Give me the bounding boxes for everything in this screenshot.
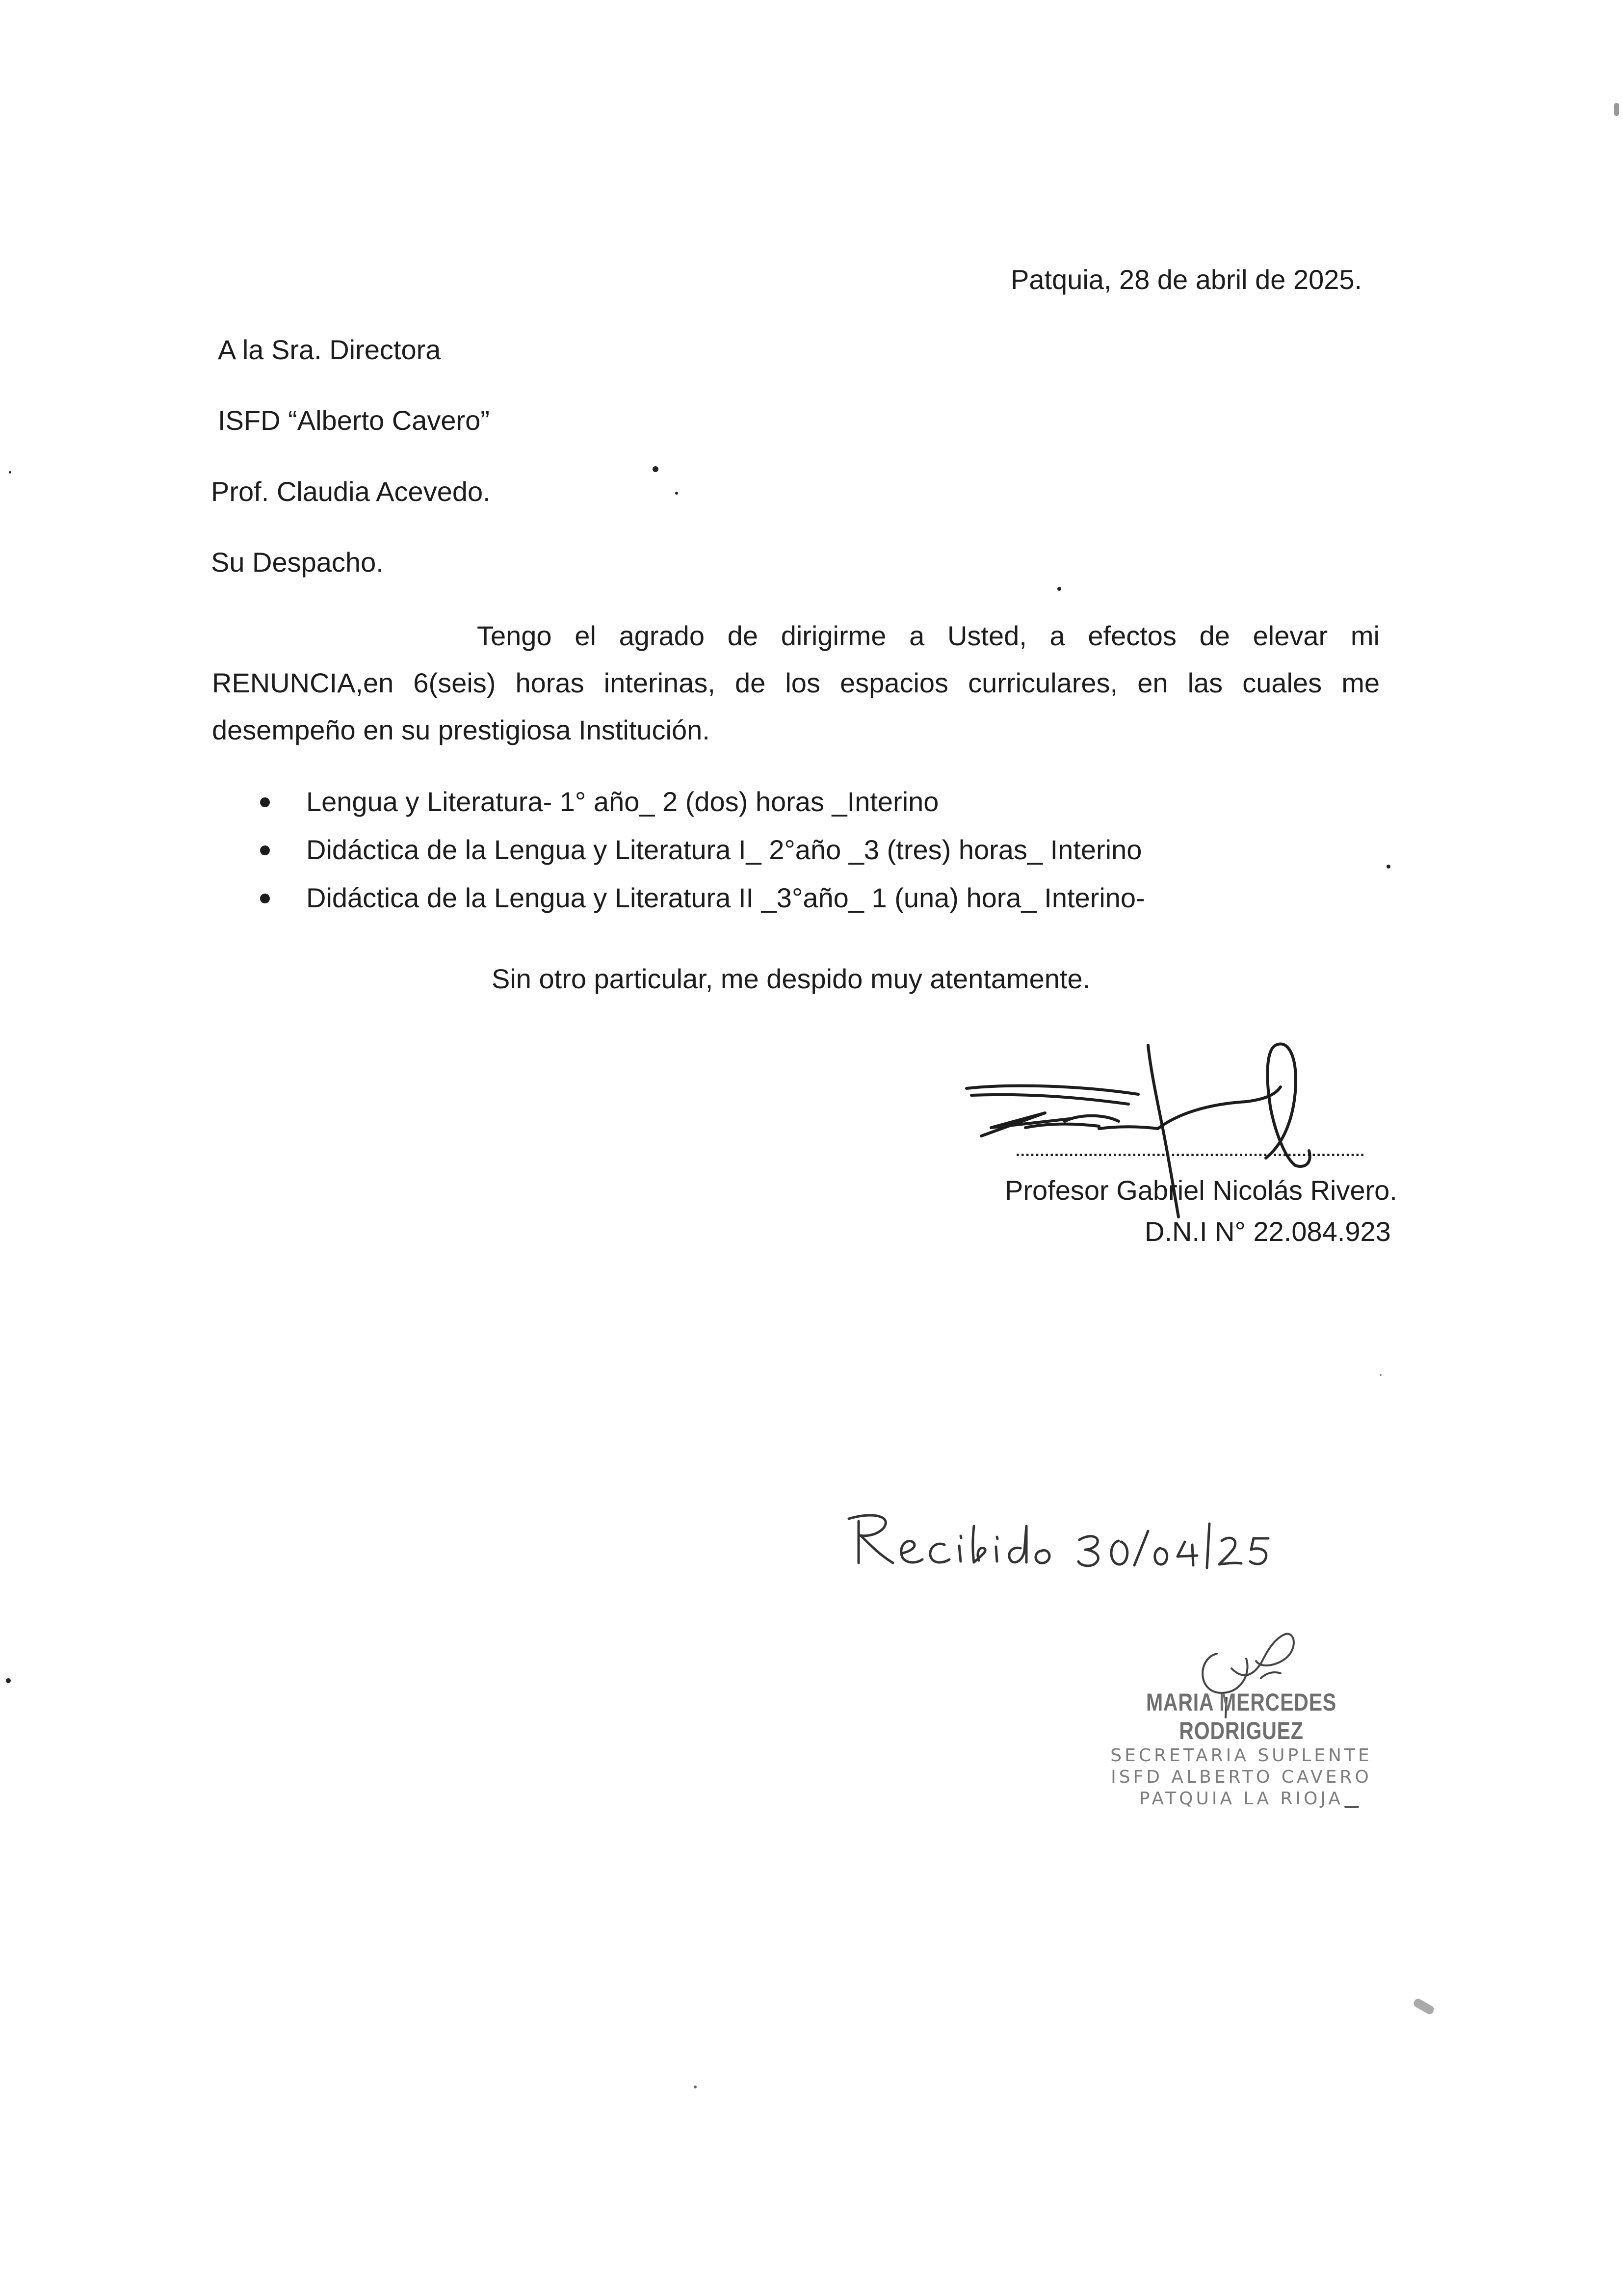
list-item xyxy=(255,874,1145,922)
secretary-stamp xyxy=(1055,1688,1428,1810)
body-line-3: desempeño en su prestigiosa Institución. xyxy=(212,714,710,745)
list-item-text: Didáctica de la Lengua y Literatura II _3°año_ 1 (una) hora_ Interino- xyxy=(306,882,1145,913)
scan-speck xyxy=(675,492,678,495)
body-line-1: Tengo el agrado de dirigirme a Usted, a efectos de elevar mi xyxy=(477,620,1380,651)
scan-speck xyxy=(9,471,11,474)
stamp-line-1: MARIA MERCEDES RODRIGUEZ xyxy=(1146,1689,1337,1744)
scan-speck xyxy=(694,2085,697,2088)
bullet-icon xyxy=(260,797,270,807)
signature-dotted-line: ........................................................................ xyxy=(1016,1142,1365,1160)
scan-speck xyxy=(1057,587,1061,591)
scan-speck xyxy=(6,1678,11,1683)
scan-speck xyxy=(1387,865,1390,869)
list-item-text: Lengua y Literatura- 1° año_ 2 (dos) horas _Interino xyxy=(306,786,939,817)
scan-speck xyxy=(1344,1806,1359,1808)
bullet-icon xyxy=(260,894,270,903)
received-handwriting xyxy=(834,1495,1276,1585)
scan-speck xyxy=(1614,103,1619,116)
recipient-line-1: A la Sra. Directora xyxy=(218,334,441,365)
recipient-line-2: ISFD “Alberto Cavero” xyxy=(218,405,490,436)
scan-speck xyxy=(653,466,658,472)
bullet-icon xyxy=(260,845,270,855)
stamp-line-2: SECRETARIA SUPLENTE xyxy=(1110,1745,1372,1766)
scan-speck xyxy=(1380,1374,1382,1376)
body-paragraph xyxy=(212,612,1380,754)
closing-line: Sin otro particular, me despido muy atentamente. xyxy=(492,963,1091,994)
signer-dni: D.N.I N° 22.084.923 xyxy=(1145,1216,1391,1247)
recipient-line-4: Su Despacho. xyxy=(211,547,384,578)
stamp-line-3: ISFD ALBERTO CAVERO xyxy=(1111,1767,1372,1787)
signer-name: Profesor Gabriel Nicolás Rivero. xyxy=(1005,1175,1397,1206)
list-item xyxy=(255,826,1145,874)
scan-speck xyxy=(1412,1997,1435,2016)
recipient-line-3: Prof. Claudia Acevedo. xyxy=(211,476,491,507)
received-note-text: Recibido 30/04/25 xyxy=(834,1495,897,1504)
body-line-2: RENUNCIA,en 6(seis) horas interinas, de los espacios curriculares, en las cuales me xyxy=(212,667,1380,698)
stamp-line-4: PATQUIA LA RIOJA xyxy=(1139,1789,1344,1809)
list-item xyxy=(255,778,1145,826)
place-date: Patquia, 28 de abril de 2025. xyxy=(1011,264,1362,295)
list-item-text: Didáctica de la Lengua y Literatura I_ 2°año _3 (tres) horas_ Interino xyxy=(306,834,1142,865)
received-note xyxy=(834,1495,1276,1587)
subject-list xyxy=(255,778,1145,922)
